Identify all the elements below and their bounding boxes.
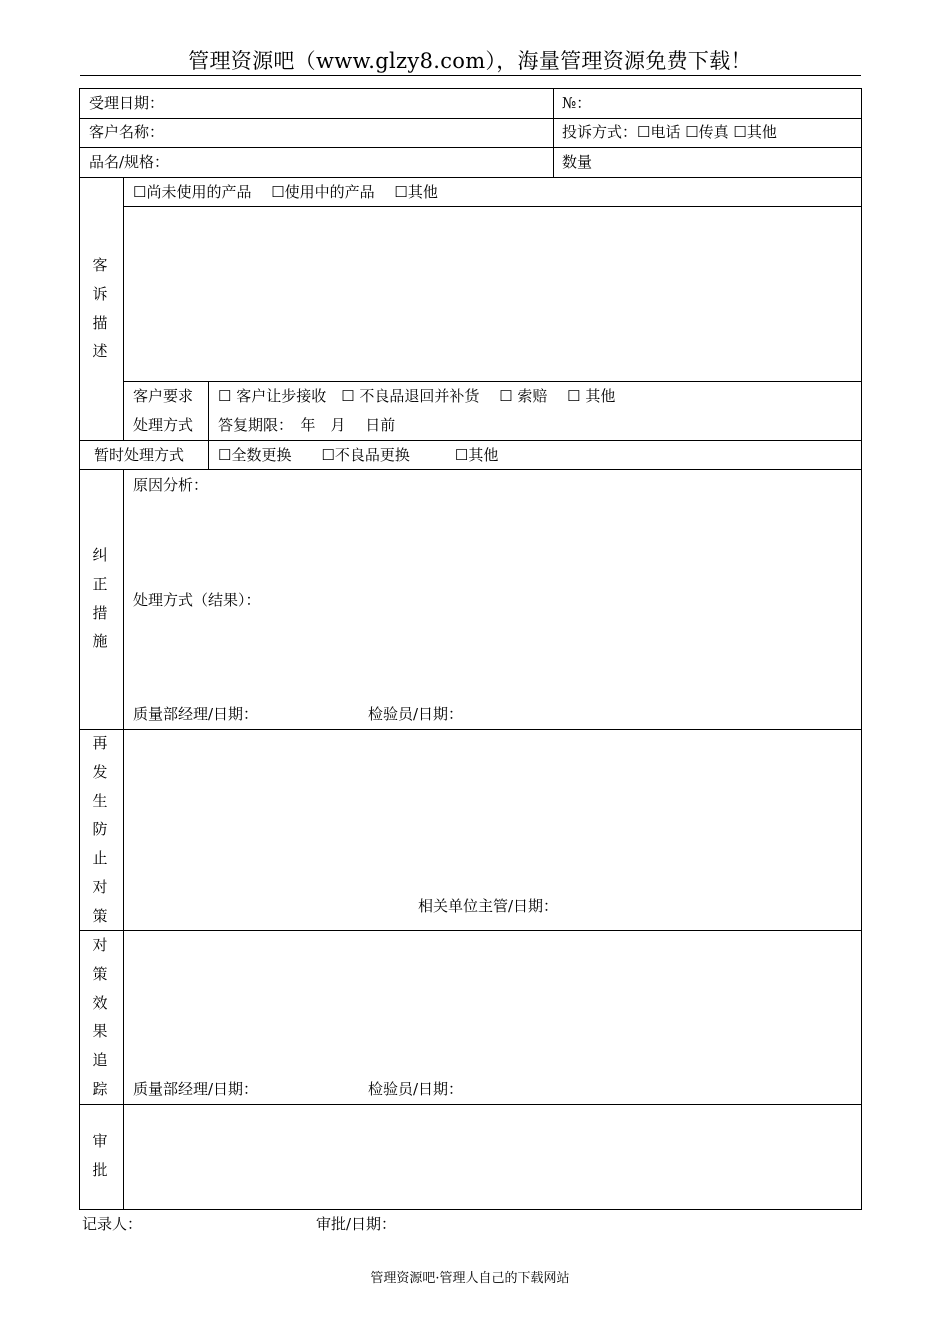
- complaint-method-options[interactable]: 投诉方式：☐电话 ☐传真 ☐其他: [562, 123, 777, 141]
- approve-date-label: 审批/日期：: [316, 1215, 397, 1233]
- recorder-label: 记录人：: [82, 1215, 143, 1233]
- record-number-label: №：: [562, 94, 592, 112]
- corrective-action-title: 纠 正 措 施: [92, 546, 108, 651]
- customer-request-options[interactable]: ☐ 客户让步接收 ☐ 不良品退回并补货 ☐ 索赔 ☐ 其他: [218, 387, 616, 405]
- followup-qa-manager-signature: 质量部经理/日期：: [133, 1080, 259, 1098]
- corrective-inspector-signature: 检验员/日期：: [368, 705, 464, 723]
- product-spec-label: 品名/规格：: [89, 153, 170, 171]
- temporary-handling-options[interactable]: ☐全数更换 ☐不良品更换 ☐其他: [218, 446, 499, 464]
- followup-title: 对 策 效 果 追 踪: [92, 936, 108, 1098]
- approval-title: 审 批: [92, 1132, 108, 1179]
- page-footer: 管理资源吧·管理人自己的下载网站: [370, 1271, 570, 1286]
- handling-result-label: 处理方式（结果）：: [133, 591, 261, 609]
- followup-inspector-signature: 检验员/日期：: [368, 1080, 464, 1098]
- page-header-title: 管理资源吧（www.glzy8.com），海量管理资源免费下载！: [188, 49, 752, 73]
- temporary-handling-label: 暂时处理方式: [94, 446, 185, 464]
- quantity-label: 数量: [562, 153, 593, 171]
- reply-deadline-field[interactable]: 答复期限： 年 月 日前: [218, 416, 396, 434]
- cause-analysis-label: 原因分析：: [133, 476, 209, 494]
- accept-date-label: 受理日期：: [89, 94, 165, 112]
- unit-supervisor-signature: 相关单位主管/日期：: [418, 897, 559, 915]
- product-status-options[interactable]: ☐尚未使用的产品 ☐使用中的产品 ☐其他: [133, 183, 438, 201]
- handling-method-label: 处理方式: [133, 416, 194, 434]
- corrective-qa-manager-signature: 质量部经理/日期：: [133, 705, 259, 723]
- complaint-desc-title: 客 诉 描 述: [92, 256, 108, 361]
- prevention-title: 再 发 生 防 止 对 策: [92, 734, 108, 925]
- customer-name-label: 客户名称：: [89, 123, 165, 141]
- customer-request-label: 客户要求: [133, 387, 194, 405]
